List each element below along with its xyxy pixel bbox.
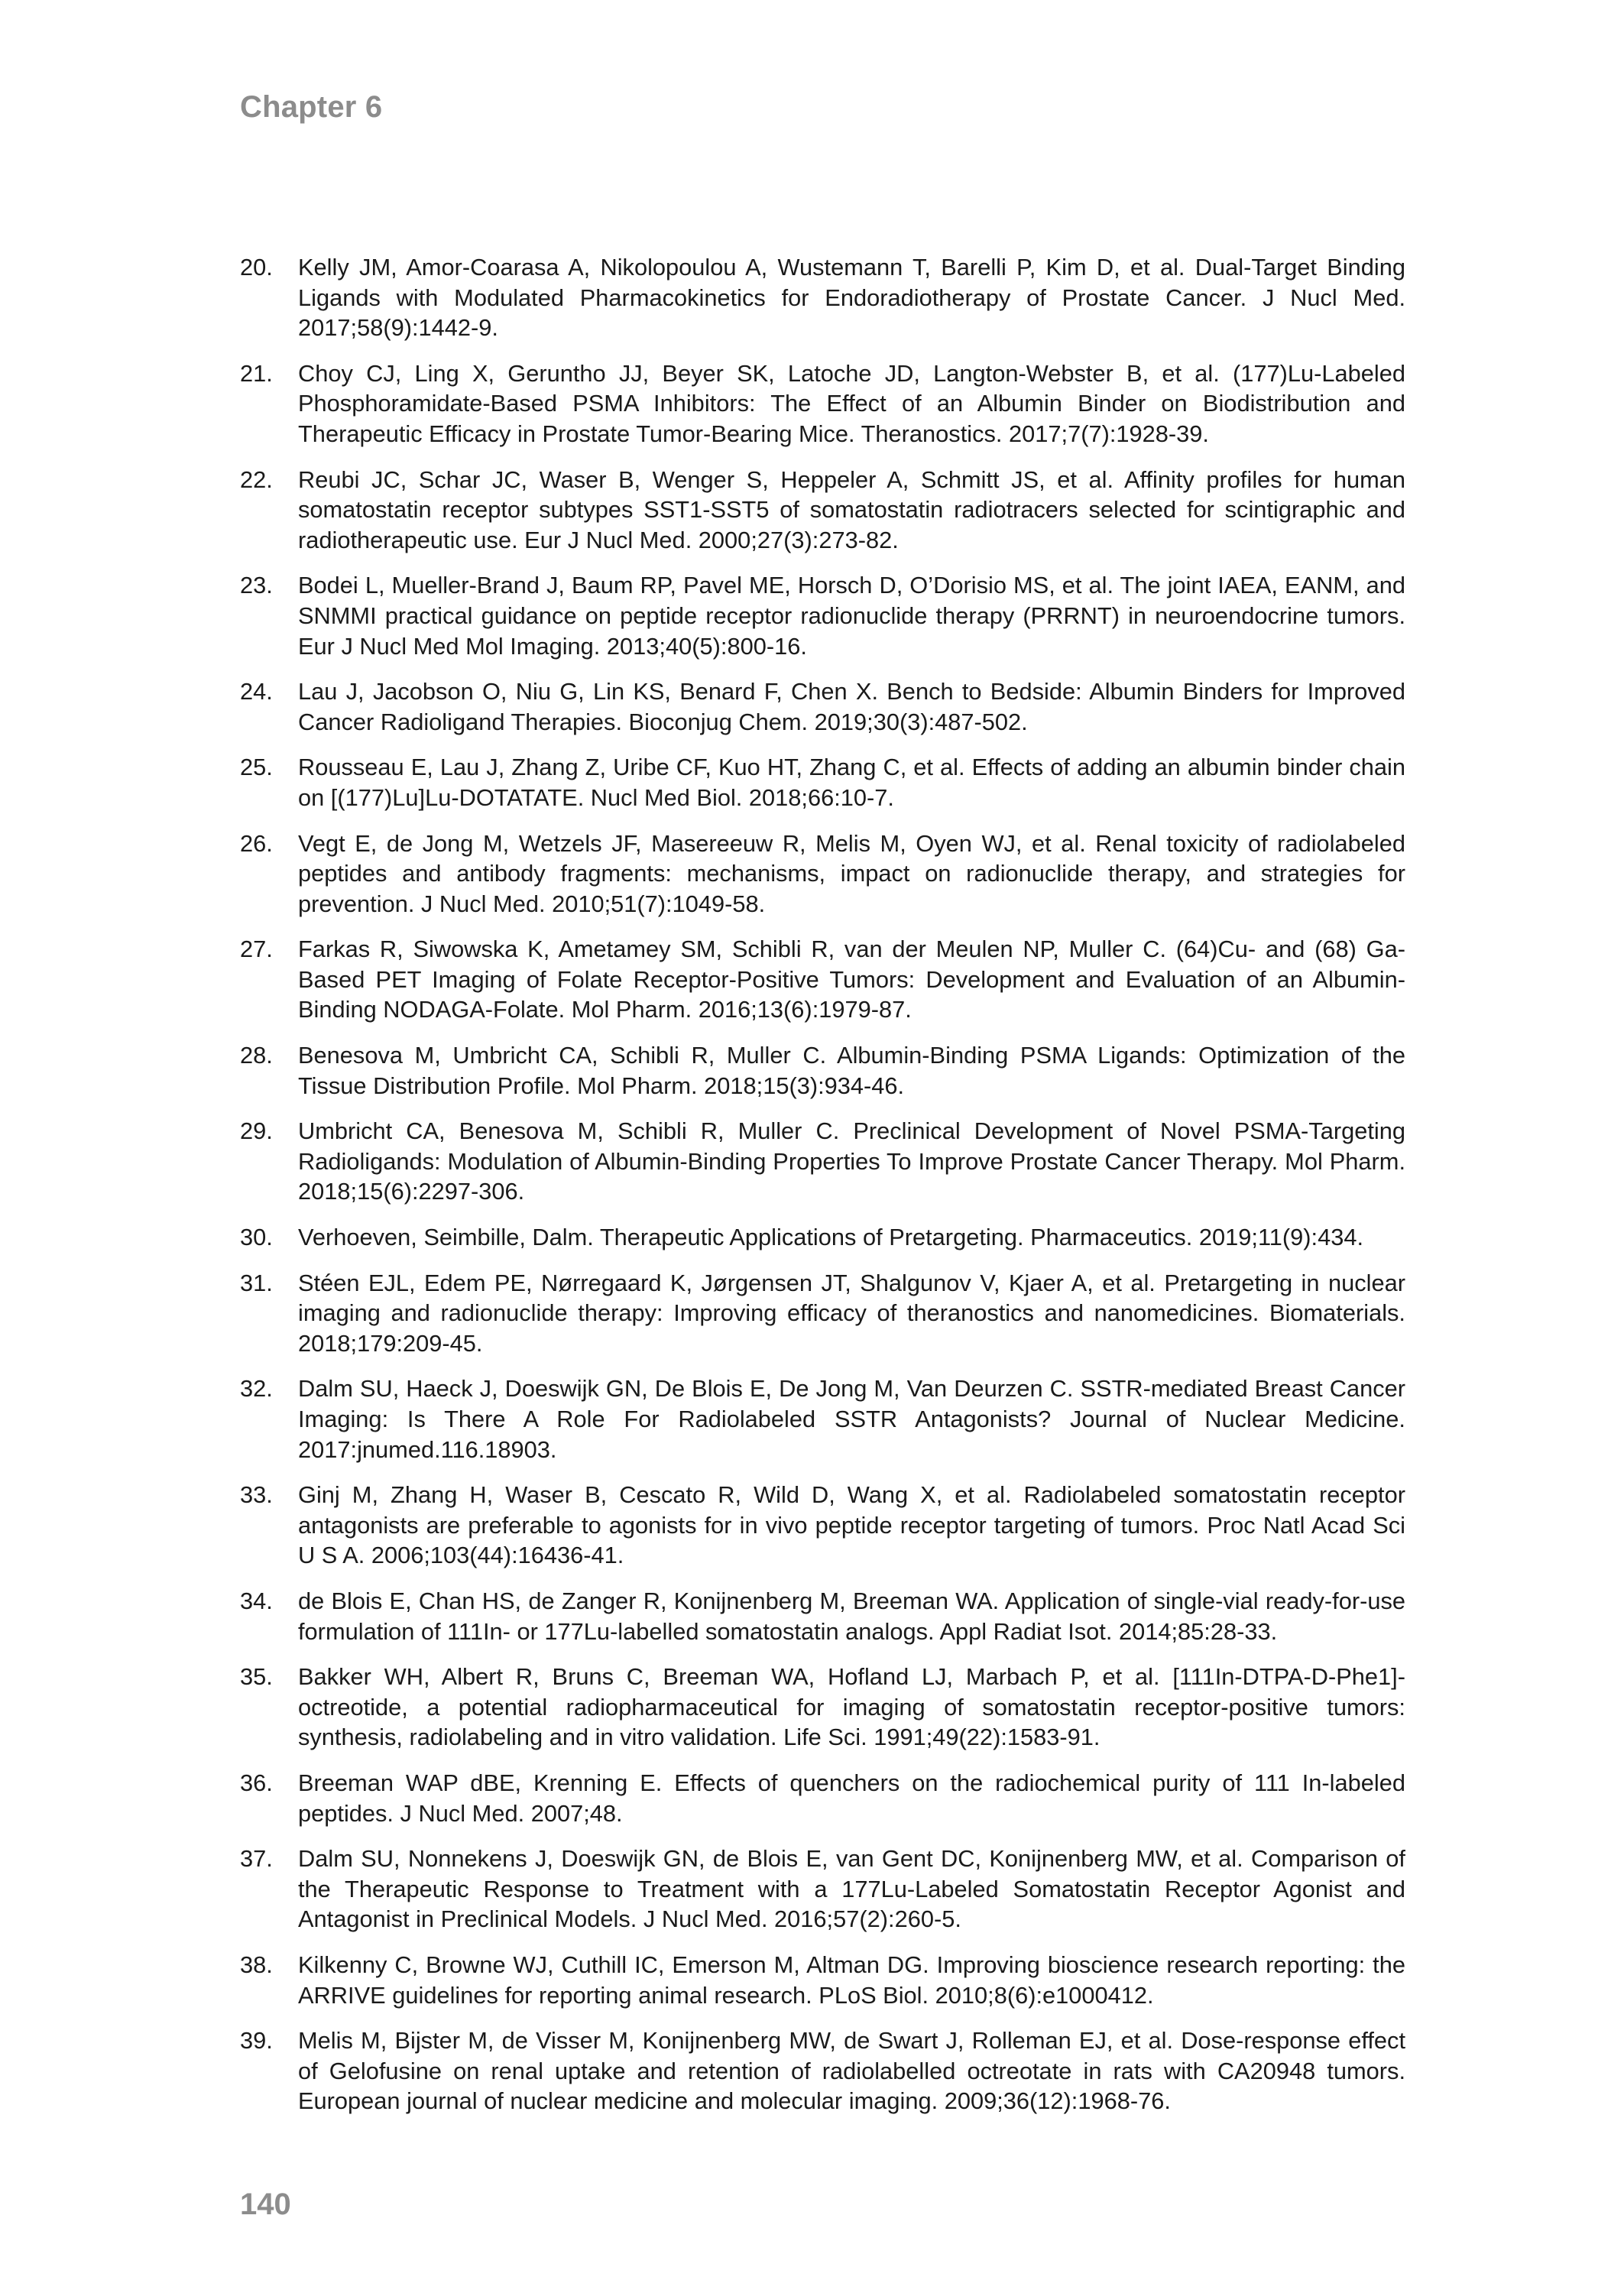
reference-text: Verhoeven, Seimbille, Dalm. Therapeutic Applications of Pretargeting. Pharmaceutics. 2019;11(9):434. bbox=[298, 1224, 1364, 1251]
reference-number: 32. bbox=[240, 1375, 273, 1403]
reference-text: Vegt E, de Jong M, Wetzels JF, Masereeuw R, Melis M, Oyen WJ, et al. Renal toxicity of radiolabeled peptides and antibody fragments: mechanisms, impact on radionuclide therapy, and strategies for prevention. J Nucl Med. 2010;51(7):1049-58. bbox=[298, 829, 1405, 917]
reference-text: Lau J, Jacobson O, Niu G, Lin KS, Benard F, Chen X. Bench to Bedside: Albumin Binders for Improved Cancer Radioligand Therapies. Bioconjug Chem. 2019;30(3):487-502. bbox=[298, 678, 1405, 735]
reference-text: Stéen EJL, Edem PE, Nørregaard K, Jørgensen JT, Shalgunov V, Kjaer A, et al. Pretargeting in nuclear imaging and radionuclide therapy: Improving efficacy of theranostics and nanomedicines. Biomaterials. 2018;179:209-45. bbox=[298, 1269, 1405, 1357]
reference-item bbox=[240, 465, 1405, 556]
reference-item bbox=[240, 1662, 1405, 1753]
reference-item bbox=[240, 2025, 1405, 2116]
reference-item bbox=[240, 358, 1405, 449]
reference-text: Ginj M, Zhang H, Waser B, Cescato R, Wild D, Wang X, et al. Radiolabeled somatostatin receptor antagonists are preferable to agonists for in vivo peptide receptor targeting of tumors. Proc Natl Acad Sci U S A. 2006;103(44):16436-41. bbox=[298, 1481, 1405, 1569]
reference-list bbox=[240, 252, 1405, 2132]
reference-number: 29. bbox=[240, 1117, 273, 1145]
reference-number: 21. bbox=[240, 359, 273, 387]
reference-item bbox=[240, 1268, 1405, 1359]
reference-number: 39. bbox=[240, 2027, 273, 2055]
reference-text: de Blois E, Chan HS, de Zanger R, Konijnenberg M, Breeman WA. Application of single-vial ready-for-use formulation of 111In- or 177Lu-labelled somatostatin analogs. Appl Radiat Isot. 2014;85:28-33. bbox=[298, 1587, 1405, 1645]
reference-item bbox=[240, 676, 1405, 737]
reference-number: 22. bbox=[240, 465, 273, 493]
reference-item bbox=[240, 1040, 1405, 1101]
reference-number: 20. bbox=[240, 254, 273, 281]
reference-text: Rousseau E, Lau J, Zhang Z, Uribe CF, Kuo HT, Zhang C, et al. Effects of adding an albumin binder chain on [(177)Lu]Lu-DOTATATE. Nucl Med Biol. 2018;66:10-7. bbox=[298, 754, 1405, 811]
page-number: 140 bbox=[240, 2188, 291, 2221]
reference-number: 28. bbox=[240, 1042, 273, 1069]
reference-number: 33. bbox=[240, 1481, 273, 1509]
reference-number: 25. bbox=[240, 754, 273, 781]
reference-item bbox=[240, 1844, 1405, 1935]
reference-item bbox=[240, 570, 1405, 661]
reference-item bbox=[240, 1116, 1405, 1207]
reference-text: Dalm SU, Haeck J, Doeswijk GN, De Blois E, De Jong M, Van Deurzen C. SSTR-mediated Breast Cancer Imaging: Is There A Role For Radiolabeled SSTR Antagonists? Journal of Nuclear Medicine. 2017:jnumed.116.18903. bbox=[298, 1375, 1405, 1463]
reference-item bbox=[240, 1768, 1405, 1828]
reference-text: Farkas R, Siwowska K, Ametamey SM, Schibli R, van der Meulen NP, Muller C. (64)Cu- and (68) Ga-Based PET Imaging of Folate Receptor-Positive Tumors: Development and Evaluation of an Albumin-Binding NODAGA-Folate. Mol Pharm. 2016;13(6):1979-87. bbox=[298, 936, 1405, 1023]
reference-text: Bakker WH, Albert R, Bruns C, Breeman WA, Hofland LJ, Marbach P, et al. [111In-DTPA-D-Phe1]-octreotide, a potential radiopharmaceutical for imaging of somatostatin receptor-positive tumors: synthesis, radiolabeling and in vitro validation. Life Sci. 1991;49(22):1583-91. bbox=[298, 1663, 1405, 1751]
reference-number: 30. bbox=[240, 1224, 273, 1251]
reference-number: 27. bbox=[240, 936, 273, 963]
reference-item bbox=[240, 1586, 1405, 1646]
reference-number: 37. bbox=[240, 1845, 273, 1873]
reference-number: 38. bbox=[240, 1951, 273, 1978]
reference-number: 23. bbox=[240, 572, 273, 599]
reference-item bbox=[240, 1222, 1405, 1253]
reference-text: Breeman WAP dBE, Krenning E. Effects of quenchers on the radiochemical purity of 111 In-labeled peptides. J Nucl Med. 2007;48. bbox=[298, 1769, 1405, 1827]
reference-item bbox=[240, 252, 1405, 343]
reference-text: Bodei L, Mueller-Brand J, Baum RP, Pavel ME, Horsch D, O’Dorisio MS, et al. The joint IAEA, EANM, and SNMMI practical guidance on peptide receptor radionuclide therapy (PRRNT) in neuroendocrine tumors. Eur J Nucl Med Mol Imaging. 2013;40(5):800-16. bbox=[298, 572, 1405, 660]
reference-text: Melis M, Bijster M, de Visser M, Konijnenberg MW, de Swart J, Rolleman EJ, et al. Dose-response effect of Gelofusine on renal uptake and retention of radiolabelled octreotate in rats with CA20948 tumors. European journal of nuclear medicine and molecular imaging. 2009;36(12):1968-76. bbox=[298, 2027, 1405, 2115]
reference-number: 31. bbox=[240, 1269, 273, 1296]
reference-item bbox=[240, 1950, 1405, 2010]
reference-number: 34. bbox=[240, 1587, 273, 1614]
reference-text: Umbricht CA, Benesova M, Schibli R, Muller C. Preclinical Development of Novel PSMA-Targeting Radioligands: Modulation of Albumin-Binding Properties To Improve Prostate Cancer Therapy. Mol Pharm. 2018;15(6):2297-306. bbox=[298, 1117, 1405, 1205]
reference-item bbox=[240, 752, 1405, 812]
reference-item bbox=[240, 829, 1405, 919]
reference-text: Reubi JC, Schar JC, Waser B, Wenger S, Heppeler A, Schmitt JS, et al. Affinity profiles for human somatostatin receptor subtypes SST1-SST5 of somatostatin radiotracers selected for scintigraphic and radiotherapeutic use. Eur J Nucl Med. 2000;27(3):273-82. bbox=[298, 465, 1405, 553]
reference-text: Benesova M, Umbricht CA, Schibli R, Muller C. Albumin-Binding PSMA Ligands: Optimization of the Tissue Distribution Profile. Mol Pharm. 2018;15(3):934-46. bbox=[298, 1042, 1405, 1099]
reference-item bbox=[240, 1480, 1405, 1571]
chapter-header: Chapter 6 bbox=[240, 90, 383, 124]
reference-number: 24. bbox=[240, 678, 273, 705]
reference-text: Choy CJ, Ling X, Geruntho JJ, Beyer SK, Latoche JD, Langton-Webster B, et al. (177)Lu-Labeled Phosphoramidate-Based PSMA Inhibitors: The Effect of an Albumin Binder on Biodistribution and Therapeutic Efficacy in Prostate Tumor-Bearing Mice. Theranostics. 2017;7(7):1928-39. bbox=[298, 359, 1405, 447]
reference-item bbox=[240, 1374, 1405, 1464]
reference-number: 35. bbox=[240, 1663, 273, 1691]
reference-number: 36. bbox=[240, 1769, 273, 1796]
reference-number: 26. bbox=[240, 829, 273, 857]
reference-text: Kilkenny C, Browne WJ, Cuthill IC, Emerson M, Altman DG. Improving bioscience research reporting: the ARRIVE guidelines for reporting animal research. PLoS Biol. 2010;8(6):e1000412. bbox=[298, 1951, 1405, 2009]
reference-text: Dalm SU, Nonnekens J, Doeswijk GN, de Blois E, van Gent DC, Konijnenberg MW, et al. Comparison of the Therapeutic Response to Treatment with a 177Lu-Labeled Somatostatin Receptor Agonist and Antagonist in Preclinical Models. J Nucl Med. 2016;57(2):260-5. bbox=[298, 1845, 1405, 1933]
reference-item bbox=[240, 934, 1405, 1025]
reference-text: Kelly JM, Amor-Coarasa A, Nikolopoulou A, Wustemann T, Barelli P, Kim D, et al. Dual-Target Binding Ligands with Modulated Pharmacokinetics for Endoradiotherapy of Prostate Cancer. J Nucl Med. 2017;58(9):1442-9. bbox=[298, 254, 1405, 342]
